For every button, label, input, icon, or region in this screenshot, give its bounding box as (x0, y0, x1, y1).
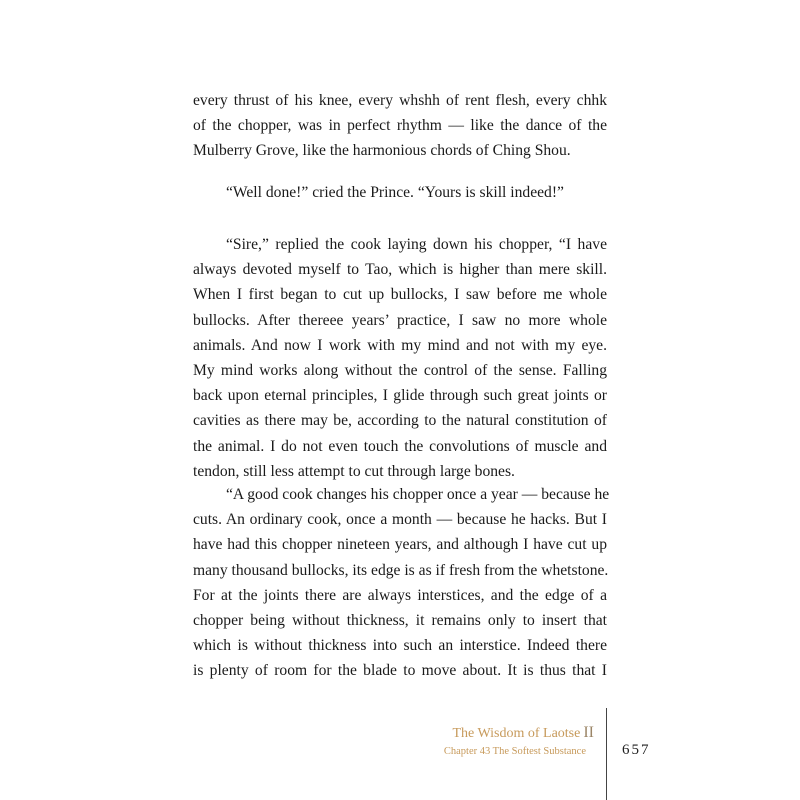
text-line: of the chopper, was in perfect rhythm — like the dance of the (193, 117, 607, 135)
volume-number: II (583, 724, 594, 741)
text-line: For at the joints there are always interstices, and the edge of a (193, 586, 607, 604)
paragraph-well-done (193, 180, 607, 205)
running-footer-title (452, 724, 594, 742)
text-line: back upon eternal principles, I glide through such great joints or (193, 387, 607, 405)
text-line: chopper being without thickness, it remains only to insert that (193, 612, 607, 630)
text-line: many thousand bullocks, its edge is as if fresh from the whetstone. (193, 561, 609, 579)
text-line: bullocks. After thereee years’ practice, I saw no more whole (193, 311, 607, 329)
text-line: animals. And now I work with my mind and not with my eye. (193, 336, 607, 354)
text-line: “Well done!” cried the Prince. “Yours is skill indeed!” (226, 184, 564, 201)
page-number: 657 (622, 742, 651, 758)
text-line: “Sire,” replied the cook laying down his chopper, “I have (226, 236, 607, 253)
paragraph-good-cook (193, 482, 610, 684)
text-line: My mind works along without the control of the sense. Falling (193, 362, 607, 380)
text-line: cuts. An ordinary cook, once a month — because he hacks. But I (193, 511, 607, 529)
text-line: “A good cook changes his chopper once a year — because he (226, 486, 610, 503)
text-line: is plenty of room for the blade to move about. It is thus that I (193, 662, 607, 680)
book-title: The Wisdom of Laotse (452, 726, 581, 741)
text-line: always devoted myself to Tao, which is higher than mere skill. (193, 261, 607, 279)
text-line: have had this chopper nineteen years, and although I have cut up (193, 536, 607, 554)
text-line: which is without thickness into such an interstice. Indeed there (193, 637, 607, 655)
running-footer-chapter: Chapter 43 The Softest Substance (443, 746, 586, 757)
text-line: Mulberry Grove, like the harmonious chords of Ching Shou. (193, 142, 571, 160)
text-line: When I first began to cut up bullocks, I saw before me whole (193, 286, 607, 304)
text-line: the animal. I do not even touch the convolutions of muscle and (193, 437, 607, 455)
footer-divider (606, 708, 607, 800)
text-line: tendon, still less attempt to cut through large bones. (193, 462, 515, 480)
paragraph-sire (193, 232, 607, 484)
text-line: every thrust of his knee, every whshh of rent flesh, every chhk (193, 92, 607, 109)
paragraph-continuation (193, 88, 607, 164)
text-line: cavities as there may be, according to the natural constitution of (193, 412, 607, 430)
